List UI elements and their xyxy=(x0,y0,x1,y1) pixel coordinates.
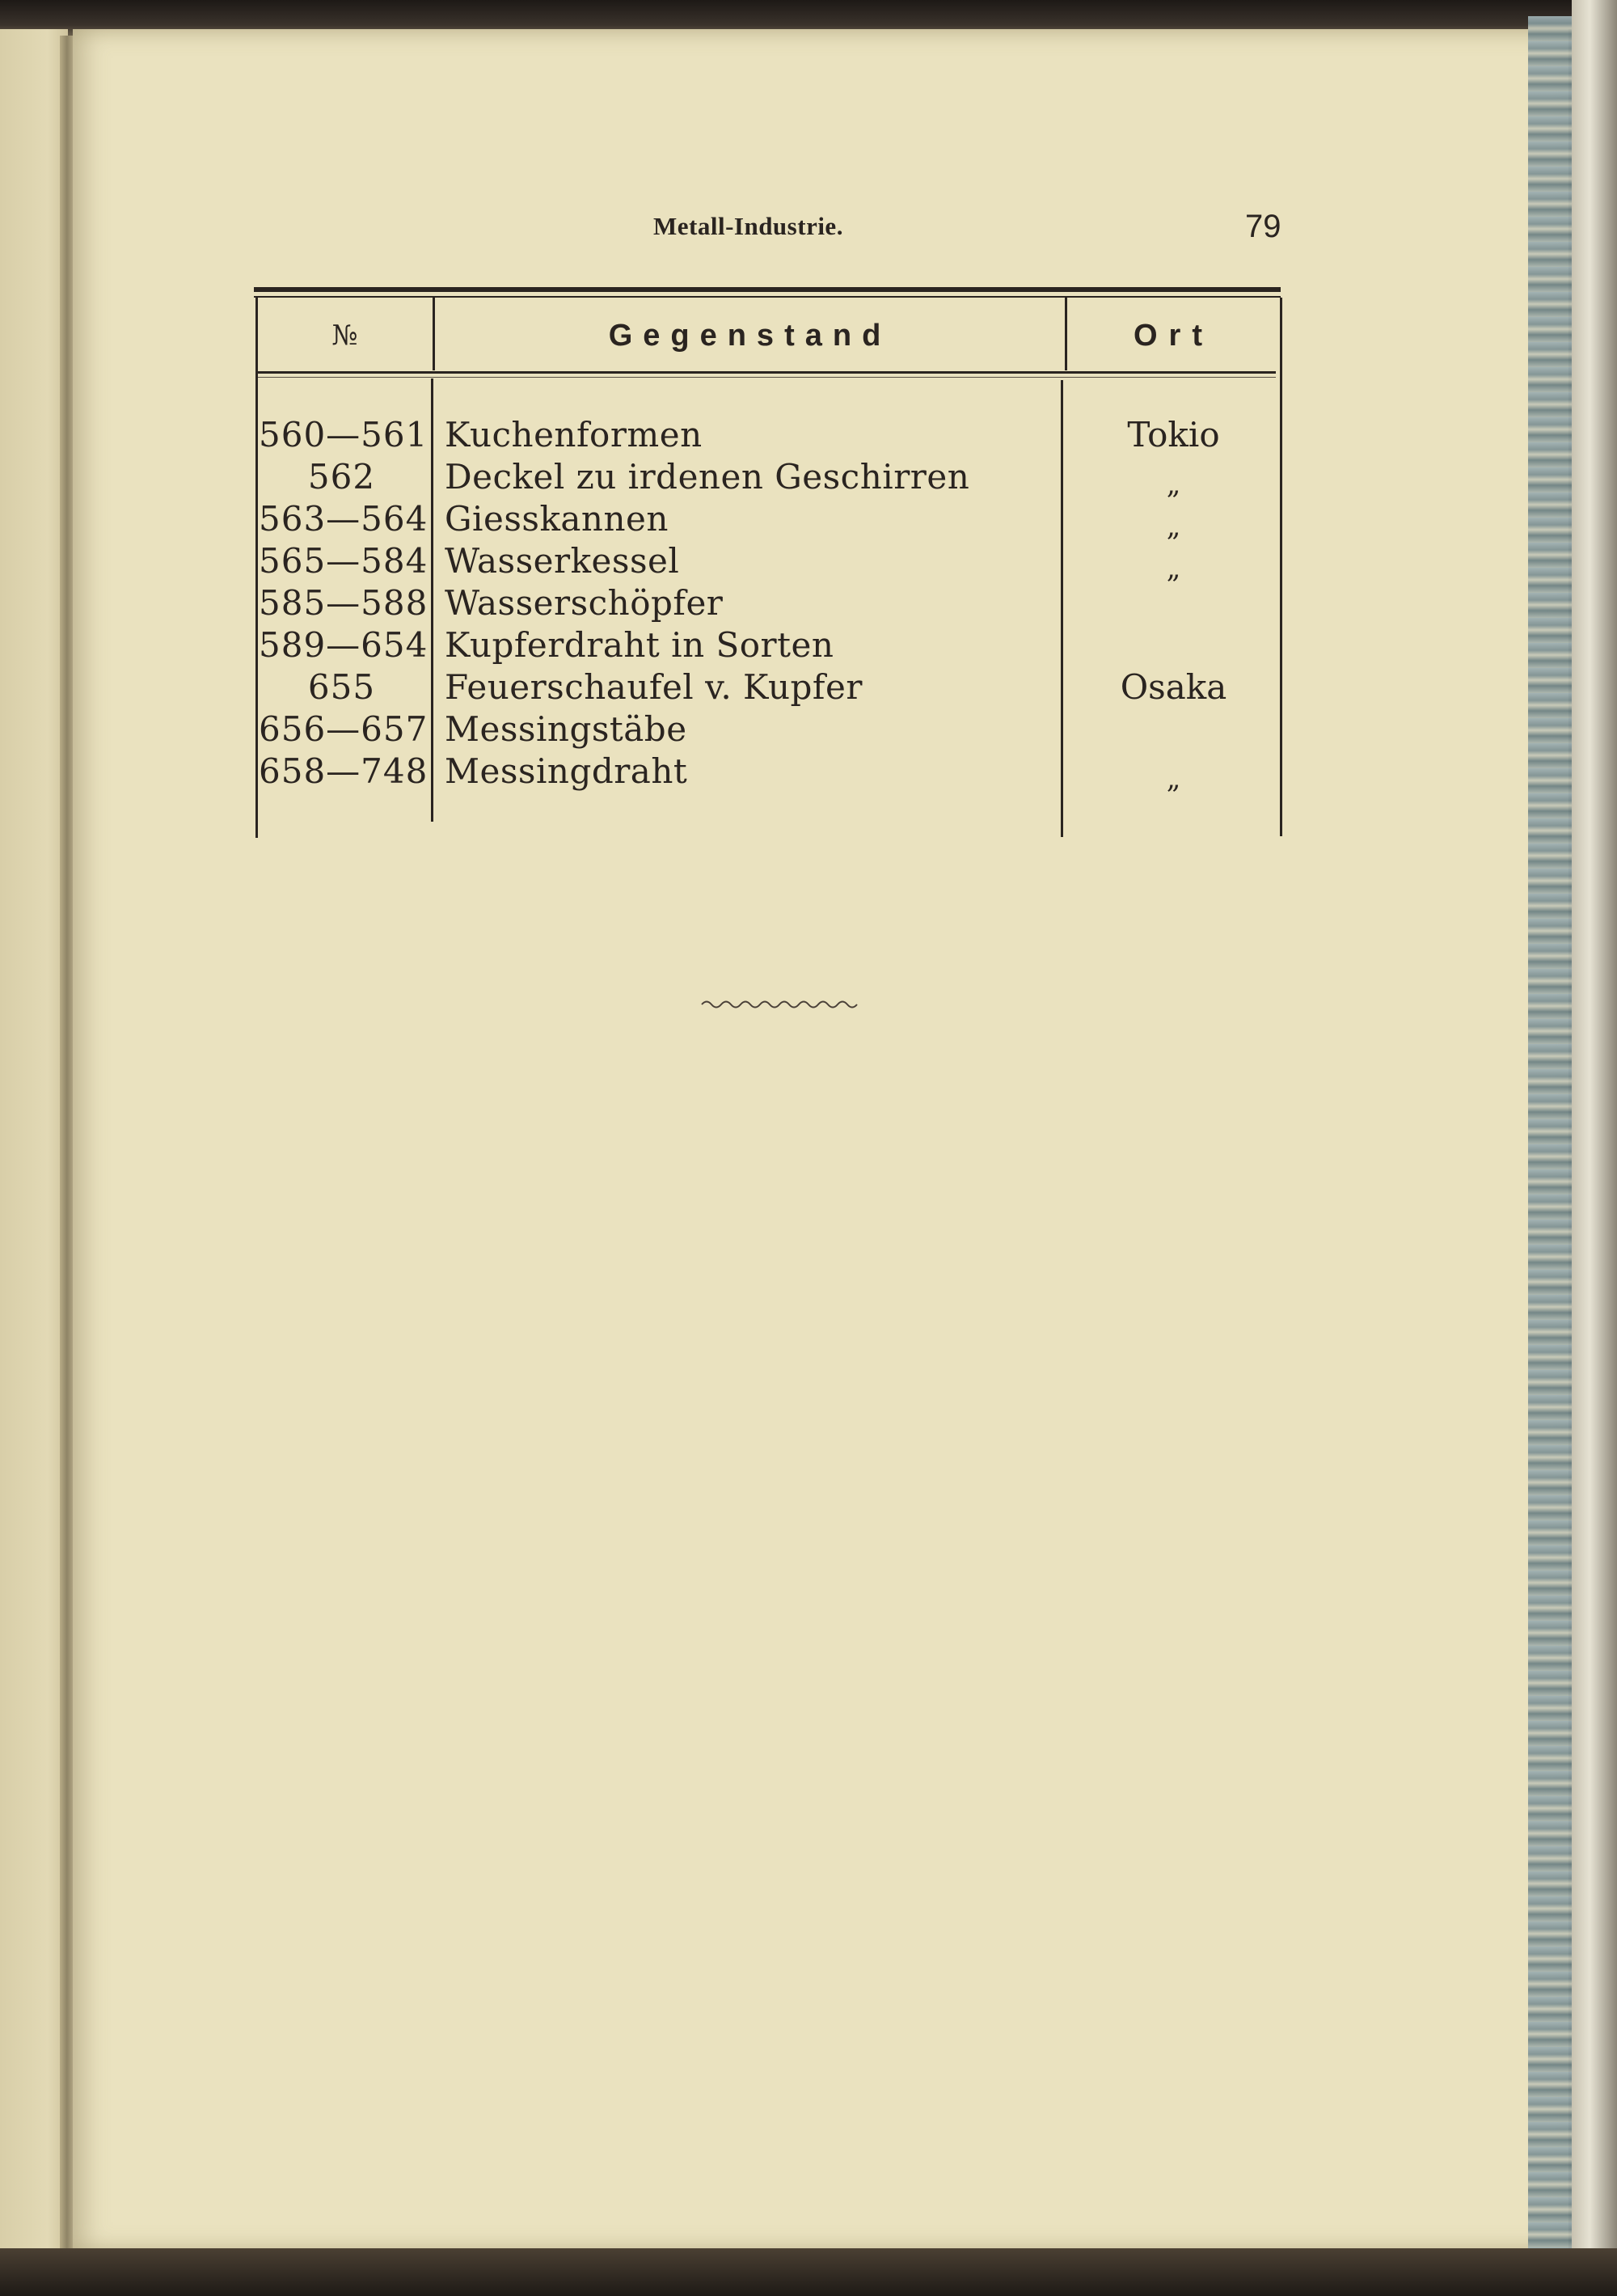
row-place: „ xyxy=(1166,763,1181,795)
row-number: 658—748 xyxy=(259,751,429,791)
table-top-rule xyxy=(254,287,1281,292)
row-number: 656—657 xyxy=(259,709,429,749)
table-divider-no-body xyxy=(431,378,433,822)
row-place: Osaka xyxy=(1120,667,1227,707)
row-item: Kupferdraht in Sorten xyxy=(445,625,834,665)
row-item: Giesskannen xyxy=(445,499,669,539)
column-header-ort: Ort xyxy=(1134,319,1214,353)
page-number: 79 xyxy=(1245,209,1281,244)
wavy-ornament xyxy=(700,996,859,1013)
marbled-page-edges xyxy=(1528,16,1575,2264)
table-header-rule-thin xyxy=(255,377,1276,378)
book-cover-right xyxy=(1572,0,1617,2296)
running-title: Metall-Industrie. xyxy=(653,212,843,240)
row-place: „ xyxy=(1166,468,1181,501)
row-item: Feuerschaufel v. Kupfer xyxy=(445,667,863,707)
row-number: 563—564 xyxy=(259,499,429,539)
table-border-left xyxy=(255,298,258,838)
table-top-rule-thin xyxy=(254,296,1281,298)
row-item: Wasserschöpfer xyxy=(445,583,724,623)
table-divider-ort-body xyxy=(1061,380,1063,837)
row-item: Wasserkessel xyxy=(445,541,680,581)
row-item: Kuchenformen xyxy=(445,415,703,455)
row-item: Messingdraht xyxy=(445,751,688,791)
row-item: Messingstäbe xyxy=(445,709,687,749)
row-item: Deckel zu irdenen Geschirren xyxy=(445,457,970,497)
book-cover-bottom-edge xyxy=(0,2248,1617,2296)
left-page-edge xyxy=(0,29,68,2253)
row-number: 655 xyxy=(307,667,376,707)
book-page xyxy=(73,29,1568,2252)
row-place: „ xyxy=(1166,510,1181,543)
table-header-rule xyxy=(255,371,1276,374)
row-place: Tokio xyxy=(1127,415,1220,455)
column-header-no: № xyxy=(331,319,358,352)
row-number: 585—588 xyxy=(259,583,429,623)
table-border-right xyxy=(1280,298,1282,836)
row-number: 562 xyxy=(307,457,376,497)
row-number: 560—561 xyxy=(259,415,429,455)
column-header-gegenstand: Gegenstand xyxy=(608,319,892,353)
row-place: „ xyxy=(1166,552,1181,585)
row-number: 565—584 xyxy=(259,541,429,581)
row-number: 589—654 xyxy=(259,625,429,665)
